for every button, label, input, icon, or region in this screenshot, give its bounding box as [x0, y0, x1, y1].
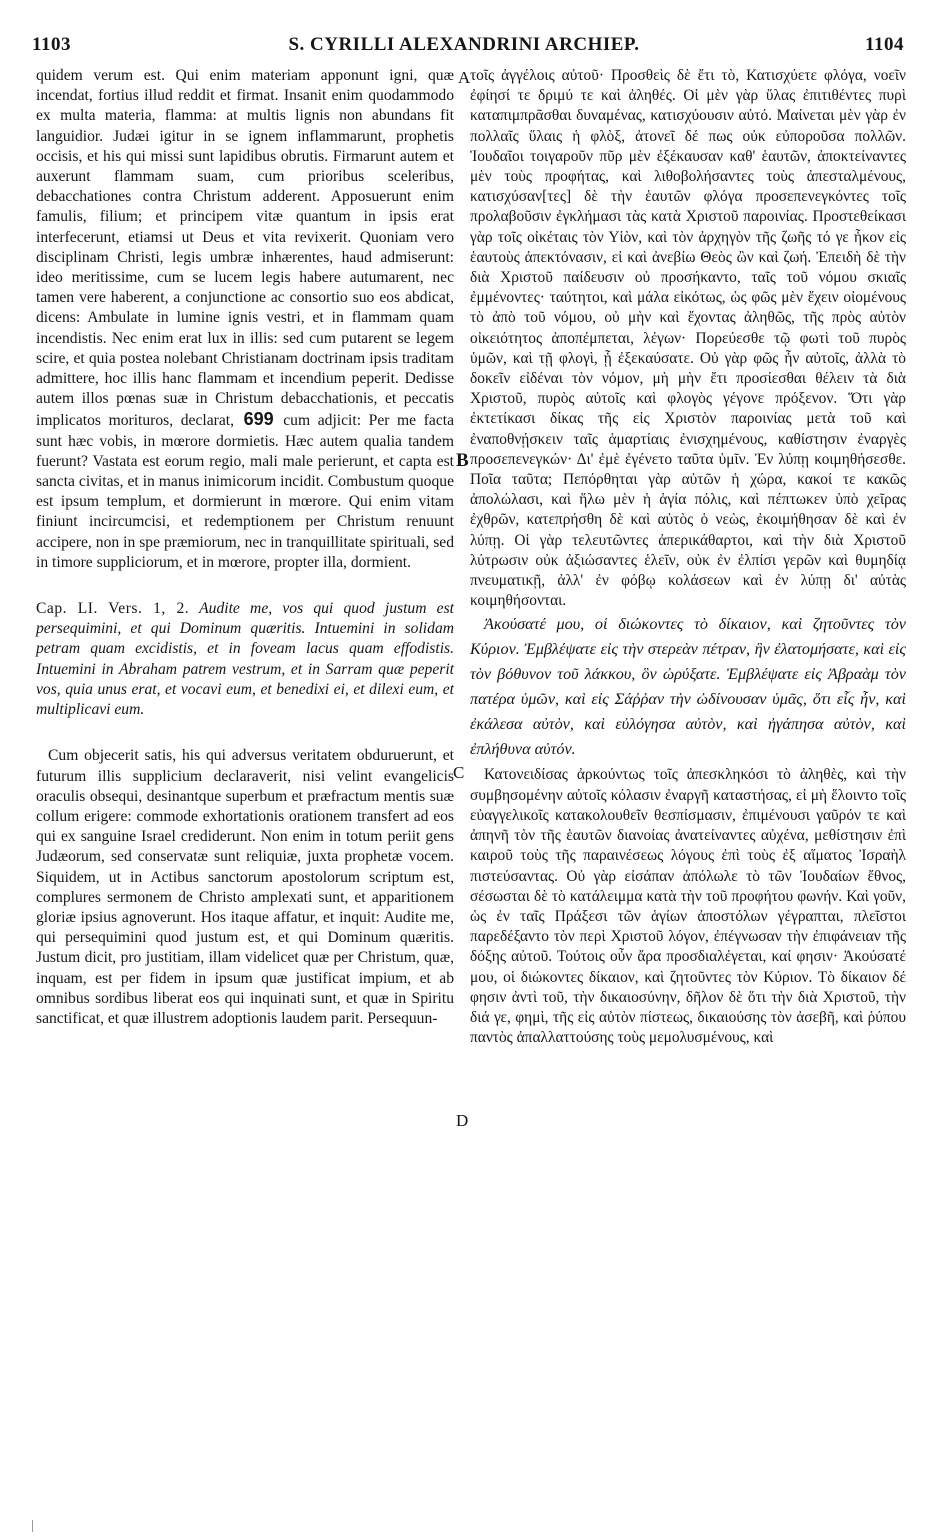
- greek-column: [470, 66, 906, 1048]
- section-marker-a: A: [458, 68, 471, 87]
- latin-column: [36, 66, 454, 1029]
- latin-paragraph-1-part-a: quidem verum est. Qui enim materiam apponunt igni, quæ incendat, fortius illud reddit et firmat. Insanit enim quodammodo ex multa materia, flamma: at multis lignis non abundans fit languidior. Judæi igitur in se ignem inflammarunt, prophetis occisis, et his qui missi sunt lapidibus obrutis. Firmarunt autem et auxerunt flammam suam, cum prioribus sceleribus, debacchationes contra Christum adderent. Apposuerunt enim famulis, filium; et principem vitæ quantum in ipsis erat interfecerunt, etiamsi ut Deus et vita revixerit. Quoniam vero disciplinam Christi, legis umbræ inhærentes, haud admiserunt: ideo meritissime, cum se lucem legis habere autumarent, nec tamen vere haberent, a conjunctione ac consortio suo eos abdicat, dicens: Ambulate in lumine ignis vestri, et in flammam quam incendistis. Nec enim erat lux in illis: sed cum putarent se legem scire, et quia postea nolebant Christianam doctrinam ipsis traditam admittere, hoc illis hanc flammam et incendium peperit. Dedisse autem illos pœnas suæ in Christum debacchationis, et peccatis implicatos morituros, declarat,: [36, 67, 454, 430]
- greek-paragraph-1: τοῖς ἀγγέλοις αὐτοῦ· Προσθεὶς δὲ ἔτι τὸ, Κατισχύετε φλόγα, νοεῖν ἐφίησί τε δριμύ τε καὶ ἀληθές. Οἱ μὲν γὰρ ὕλας ἐπιτιθέντες πυρὶ καταπιμπρᾶσθαι δυναμένας, κατισχύουσιν αὐτό. Μαίνεται μὲν γὰρ ἐν πολλαῖς ὕλαις ἡ φλὸξ, ἀτονεῖ δέ πως οὐκ εὐποροῦσα πολλῶν. Ἰουδαῖοι τοιγαροῦν πῦρ μὲν ἐξέκαυσαν καθ' ἑαυτῶν, ἀποκτείναντες μὲν τοὺς προφήτας, καὶ λιθοβολήσαντες τοὺς ἀπεσταλμένους, κατισχύσαν[τες] δὲ τὴν ἑαυτῶν φλόγα προσεπενεγκόντες τοῖς προλαβοῦσιν ἐγκλήμασι τὰς κατὰ Χριστοῦ παροινίας. Προστεθείκασι γὰρ τοῖς οἰκέταις τὸν Υἱὸν, καὶ τὸν ἀρχηγὸν τῆς ζωῆς τό γε ἧκον εἰς ἑαυτοὺς ἀπεκτόνασιν, εἰ καὶ ἀνεβίω Θεὸς ὢν καὶ ζωή. Ἐπειδὴ δὲ τὴν διὰ Χριστοῦ παίδευσιν οὐ προσήκαντο, ταῖς τοῦ νόμου σκιαῖς ἐμμένοντες· ταύτητοι, καὶ μάλα εἰκότως, ὡς φῶς μὲν ἔχειν οἰομένους τὸ ἀπὸ τοῦ νόμου, οὐ μὴν καὶ ἔχοντας ἀληθῶς, τῆς πρὸς αὐτὸν οἰκειότητος ἀποπέμπεται, λέγων· Πορεύεσθε τῷ φωτὶ τοῦ πυρὸς ὑμῶν, καὶ τῇ φλογὶ, ᾗ ἐξεκαύσατε. Οὐ γὰρ φῶς ἦν αὐτοῖς, ἀλλὰ τὸ δοκεῖν εἰδέναι τὸν νόμον, μὴ μὴν ἔτι προσίεσθαι θέλειν τὰ διὰ Χριστοῦ, πυρὸς αὐτοῖς καὶ φλογὸς γέγονε πρόξενον. Ὅτι γὰρ ἐκτετίκασι δίκας τῆς εἰς Χριστὸν παροινίας μετὰ τοῦ καὶ ἐναποθνῄσκειν ταῖς ἁμαρτίαις ἐνισχημένους, καθίστησιν ἐναργὲς προσεπενεγκών· Δι' ἐμὲ ἐγένετο ταῦτα ὑμῖν. Ἐν λύπῃ κοιμηθήσεσθε. Ποῖα ταῦτα; Πεπόρθηται γὰρ αὐτῶν ἡ χώρα, κακοί τε κακῶς ἀπολώλασι, καὶ ἥλω μὲν ἡ ἁγία πόλις, καὶ πέπτωκεν ὑπὸ χεῖρας ἐχθρῶν, κατεπρήσθη δὲ καὶ αὐτὸς ὁ νεὼς, ἐκοιμήθησαν δὲ καὶ ἐν λύπῃ. Οἱ γὰρ τελευτῶντες ἀπερικάθαρτοι, καὶ τὴν διὰ Χριστοῦ λύτρωσιν οὐκ ἀξιώσαντες ἑλεῖν, οὐκ ἐν ἐλπίσι γερῶν καὶ θυμηδίᾳ πνευματικῇ, ἀλλ' ἐν φόβῳ κολάσεων καὶ ἐν λύπῃ δι' αὐτὰς κοιμηθήσονται.: [470, 67, 906, 610]
- running-title: S. CYRILLI ALEXANDRINI ARCHIEP.: [288, 34, 640, 55]
- chapter-heading: [36, 599, 454, 720]
- latin-paragraph-1-part-b: cum adjicit: Per me facta sunt hæc vobis, in mœrore dormietis. Hæc autem qualia tandem fuerunt? Vastata est eorum regio, mali male perierunt, et capta est sancta civitas, et in manus inimicorum incidit. Combustum quoque est ipsum templum, et dormierunt in mœrore. Qui enim vitam finiunt incircumcisi, et redemptionem per Christum renuunt accipere, non in spe præmiorum, nec in tranquillitate spirituali, sed in timore suppliciorum, et in mœrore, propter illa, dormient.: [36, 412, 454, 571]
- section-marker-c: C: [453, 763, 465, 782]
- greek-paragraph-2: Κατονειδίσας ἀρκούντως τοῖς ἀπεσκληκόσι τὸ ἀληθὲς, καὶ τὴν συμβησομένην αὐτοῖς κόλασιν ἐναργῆ καταστήσας, εἰ μὴ ἕλοιντο τοῖς εὐαγγελικοῖς κατακολουθεῖν θεσπίσμασιν, ἐπιμένουσι γαῦρόν τε καὶ ἀπηνῆ τὸν τῆς ἑαυτῶν διανοίας ἀνατείναντες αὐχένα, μεθίστησιν ἐπὶ καιροῦ τοὺς τῆς παραινέσεως λόγους ἐπὶ τοὺς ἐξ αἵματος Ἰσραὴλ πιστεύσαντας. Οὐ γὰρ εἰσάπαν ἀπόλωλε τὸ τῶν Ἰουδαίων ἔθνος, σέσωσται δὲ τὸ κατάλειμμα κατὰ τὴν τοῦ προφήτου φωνήν. Καὶ γοῦν, ὡς ἐν ταῖς Πράξεσι τῶν ἁγίων ἀποστόλων γέγραπται, πλεῖστοι παρεδέξαντο τὸν περὶ Χριστοῦ λόγον, ἐπέγνωσαν τὴν ἐπιφάνειαν τῆς δόξης αὐτοῦ. Τούτοις οὖν ἄρα προσδιαλέγεται, καί φησιν· Ἀκούσατέ μου, οἱ διώκοντες δίκαιον, καὶ ζητοῦντες τὸν Κύριον. Τὸ δίκαιον δέ φησιν ἀντὶ τοῦ, τὴν δικαιοσύνην, δῆλον δὲ ὅτι τὴν διὰ Χριστοῦ, τὴν διά γε, φημὶ, τῆς εἰς αὐτὸν πίστεως, δικαιούσης τὸν ἀσεβῆ, καὶ ῥύπου παντὸς ἀπαλλαττούσης τοὺς μεμολυσμένους, καὶ: [470, 766, 906, 1047]
- chapter-label: Cap. LI. Vers. 1, 2.: [36, 600, 190, 618]
- latin-paragraph-2: Cum objecerit satis, his qui adversus veritatem obduruerunt, et futurum illis supplicium declaraverit, nisi velint evangelicis oraculis obsequi, desinantque superbum et præfractum mentis suæ collum erigere: commode exhortationis orationem transfert ad eos qui ex sanguine Israel crediderunt. Non enim in totum periit gens Judæorum, sed conservatæ sunt reliquiæ, juxta prophetæ vocem. Siquidem, ut in Actibus sanctorum apostolorum scriptum est, complures sermonem de Christo amplexati sunt, et apparitionem gloriæ ipsius agnoverunt. Hos itaque affatur, et inquit: Audite me, qui persequimini quod justum est, et qui Dominum quæritis. Justum dicit, pro justitiam, illam videlicet quæ per Christum, quæ, inquam, est per fidem in ipsum quæ justificat impium, et ab omnibus sordibus liberat eos qui inquinati sunt, et quæ in Spiritu sanctificat, et quæ illustrem adoptionis laudem parit. Persequun-: [36, 747, 454, 1027]
- chapter-verse-text: Audite me, vos qui quod justum est persequimini, et qui Dominum quæritis. Intuemini in solidam petram quam excidistis, et in foveam lacus quam effodistis. Intuemini in Abraham patrem vestrum, et in Sarram quæ peperit vos, quia unus erat, et vocavi eum, et benedixi ei, et dilexi eum, et multiplicavi eum.: [36, 600, 454, 719]
- margin-number: 699: [243, 409, 274, 430]
- page-edge-mark: [32, 1520, 33, 1532]
- left-page-number: 1103: [32, 34, 71, 55]
- latin-paragraph-1: [36, 66, 454, 573]
- section-marker-d: D: [456, 1111, 469, 1130]
- greek-verse-text: Ἀκούσατέ μου, οἱ διώκοντες τὸ δίκαιον, καὶ ζητοῦντες τὸν Κύριον. Ἐμβλέψατε εἰς τὴν στερεὰν πέτραν, ἣν ἐλατομήσατε, καὶ εἰς τὸν βόθυνον τοῦ λάκκου, ὃν ὠρύξατε. Ἐμβλέψατε εἰς Ἀβραὰμ τὸν πατέρα ὑμῶν, καὶ εἰς Σάῤῥαν τὴν ὠδίνουσαν ὑμᾶς, ὅτι εἷς ἦν, καὶ ἐκάλεσα αὐτὸν, καὶ εὐλόγησα αὐτὸν, καὶ ἠγάπησα αὐτὸν, καὶ ἐπλήθυνα αὐτόν.: [470, 615, 906, 759]
- right-page-number: 1104: [865, 34, 904, 55]
- section-marker-b: B: [456, 450, 469, 471]
